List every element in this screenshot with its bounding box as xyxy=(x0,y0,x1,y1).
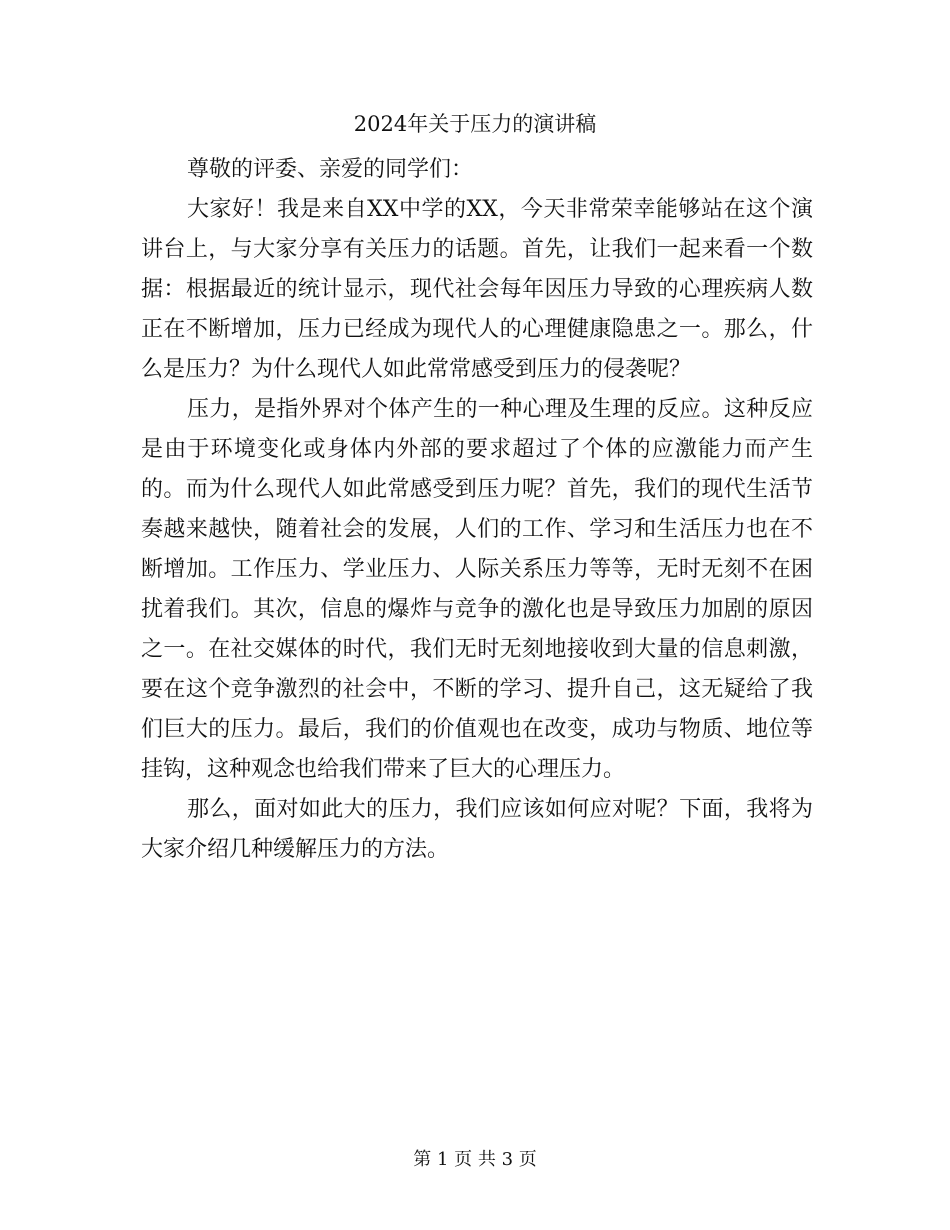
intro-paragraph: 大家好！我是来自XX中学的XX，今天非常荣幸能够站在这个演讲台上，与大家分享有关压力的话题。首先，让我们一起来看一个数据：根据最近的统计显示，现代社会每年因压力导致的心理疾病人数正在不断增加，压力已经成为现代人的心理健康隐患之一。那么，什么是压力？为什么现代人如此常常感受到压力的侵袭呢？ xyxy=(141,197,813,382)
definition-paragraph: 压力，是指外界对个体产生的一种心理及生理的反应。这种反应是由于环境变化或身体内外部的要求超过了个体的应激能力而产生的。而为什么现代人如此常感受到压力呢？首先，我们的现代生活节奏越来越快，随着社会的发展，人们的工作、学习和生活压力也在不断增加。工作压力、学业压力、人际关系压力等等，无时无刻不在困扰着我们。其次，信息的爆炸与竞争的激化也是导致压力加剧的原因之一。在社交媒体的时代，我们无时无刻地接收到大量的信息刺激，要在这个竞争激烈的社会中，不断的学习、提升自己，这无疑给了我们巨大的压力。最后，我们的价值观也在改变，成功与物质、地位等挂钩，这种观念也给我们带来了巨大的心理压力。 xyxy=(141,397,813,782)
salutation-paragraph: 尊敬的评委、亲爱的同学们： xyxy=(187,157,474,182)
document-body xyxy=(141,150,813,870)
page-footer: 第 1 页 共 3 页 xyxy=(413,1149,537,1170)
transition-paragraph: 那么，面对如此大的压力，我们应该如何应对呢？下面，我将为大家介绍几种缓解压力的方法。 xyxy=(141,797,813,862)
document-title: 2024年关于压力的演讲稿 xyxy=(353,112,597,136)
